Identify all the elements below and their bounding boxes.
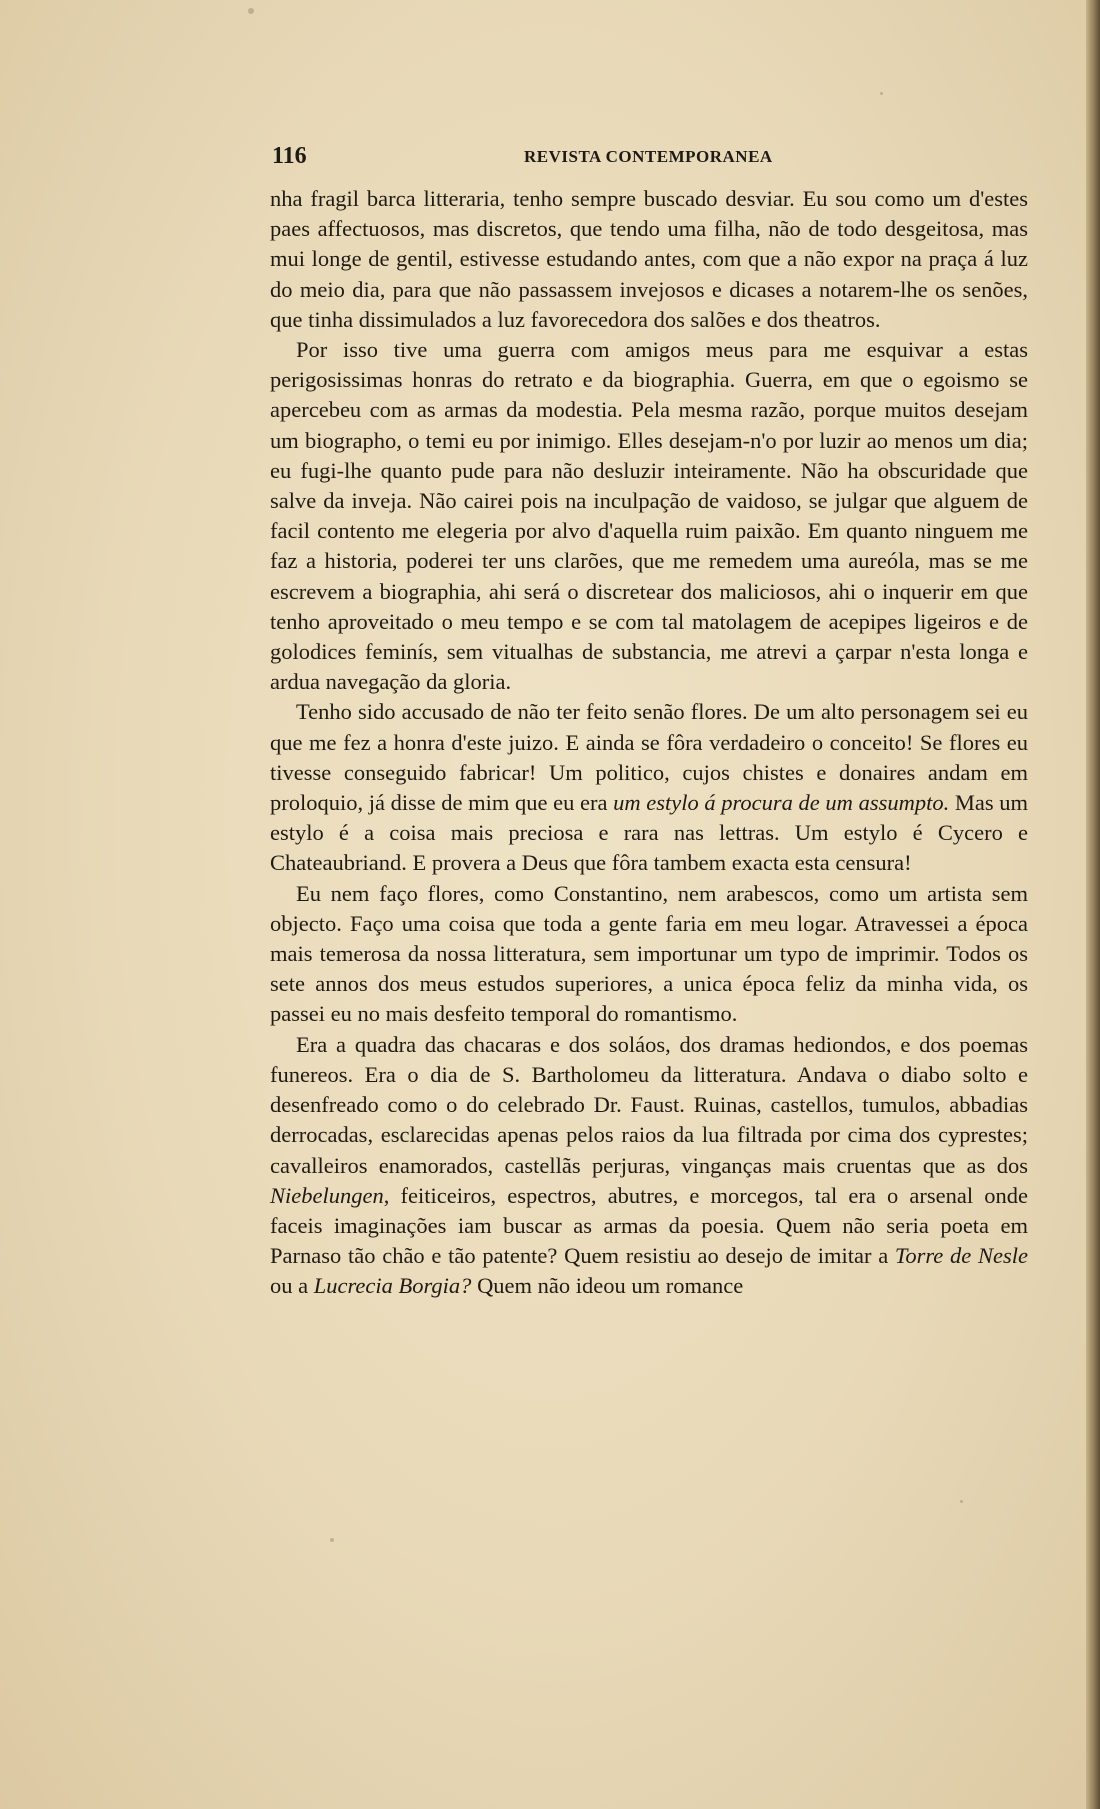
paragraph xyxy=(270,184,1028,335)
paragraph xyxy=(270,879,1028,1030)
text-run: Por isso tive uma guerra com amigos meus para me esquivar a estas perigosissimas honras do retrato e da biographia. Guerra, em que o egoismo se apercebeu com as armas da modestia. Pela mesma razão, porque muitos desejam um biographo, o temi eu por inimigo. Elles desejam-n'o por luzir ao menos um dia; eu fugi-lhe quanto pude para não desluzir inteiramente. Não ha obscuridade que salve da inveja. Não cairei pois na inculpação de vaidoso, se julgar que alguem de facil contento me elegeria por alvo d'aquella ruim paixão. Em quanto ninguem me faz a historia, poderei ter uns clarões, que me remedem uma aureóla, mas se me escrevem a biographia, ahi será o discretear dos maliciosos, ahi o inquerir em que tenho aproveitado o meu tempo e se com tal matolagem de acepipes ligeiros e de golodices feminís, sem vitualhas de substancia, me atrevi a çarpar n'esta longa e ardua navegação da gloria. xyxy=(270,337,1028,695)
paper-speck xyxy=(960,1500,963,1503)
paragraph xyxy=(270,335,1028,697)
text-run: ou a xyxy=(270,1273,314,1299)
italic-text: Niebelungen xyxy=(270,1182,384,1208)
paragraph xyxy=(270,697,1028,878)
italic-text: Torre de Nesle xyxy=(894,1243,1028,1269)
text-run: nha fragil barca litteraria, tenho sempre buscado desviar. Eu sou como um d'estes paes affectuosos, mas discretos, que tendo uma filha, não de todo desgeitosa, mas mui longe de gentil, estivesse estudando antes, com que a não expor na praça á luz do meio dia, para que não passassem invejosos e dicases a notarem-lhe os senões, que tinha dissimulados a luz favorecedora dos salões e dos theatros. xyxy=(270,186,1028,332)
text-run: Quem não ideou um romance xyxy=(471,1273,744,1299)
paragraph xyxy=(270,1030,1028,1302)
paper-speck xyxy=(880,92,883,95)
text-run: Tenho sido accusado de não ter feito senão flores. De um alto personagem sei eu que me fez a honra d'este juizo. E ainda se fôra verdadeiro o conceito! Se flores eu tivesse conseguido fabricar! Um politico, cujos chistes e donaires andam em proloquio, já disse de mim que eu era xyxy=(270,699,1028,816)
paper-speck xyxy=(330,1538,334,1542)
paper-speck xyxy=(248,8,254,14)
italic-text: Lucrecia Borgia? xyxy=(313,1273,472,1299)
text-run: , feiticeiros, espectros, abutres, e morcegos, tal era o arsenal onde faceis imaginações iam buscar as armas da poesia. Quem não seria poeta em Parnaso tão chão e tão patente? Quem resistiu ao desejo de imitar a xyxy=(270,1182,1028,1269)
running-title: REVISTA CONTEMPORANEA xyxy=(524,147,773,166)
text-run: Era a quadra das chacaras e dos soláos, dos dramas hediondos, e dos poemas funereos. Era o dia de S. Bartholomeu da litteratura. Andava o diabo solto e desenfreado como o do celebrado Dr. Faust. Ruinas, castellos, tumulos, abbadias derrocadas, esclarecidas apenas pelos raios da lua filtrada por cima dos cyprestes; cavalleiros enamorados, castellãs perjuras, vinganças mais cruentas que as dos xyxy=(270,1031,1028,1178)
page-number: 116 xyxy=(272,143,307,169)
text-run: Eu nem faço flores, como Constantino, nem arabescos, como um artista sem objecto. Faço uma coisa que toda a gente faria em meu logar. Atravessei a época mais temerosa da nossa litteratura, sem importunar um typo de imprimir. Todos os sete annos dos meus estudos superiores, a unica época feliz da minha vida, os passei eu no mais desfeito temporal do romantismo. xyxy=(270,880,1028,1027)
page-edge-shadow xyxy=(1086,0,1100,1809)
italic-text: um estylo á procura de um assumpto. xyxy=(613,790,950,816)
article-text xyxy=(270,184,1028,1302)
text-run: Mas um estylo é a coisa mais preciosa e rara nas lettras. Um estylo é Cycero e Chateaubriand. E provera a Deus que fôra tambem exacta esta censura! xyxy=(270,790,1028,876)
page-header xyxy=(272,143,1072,171)
